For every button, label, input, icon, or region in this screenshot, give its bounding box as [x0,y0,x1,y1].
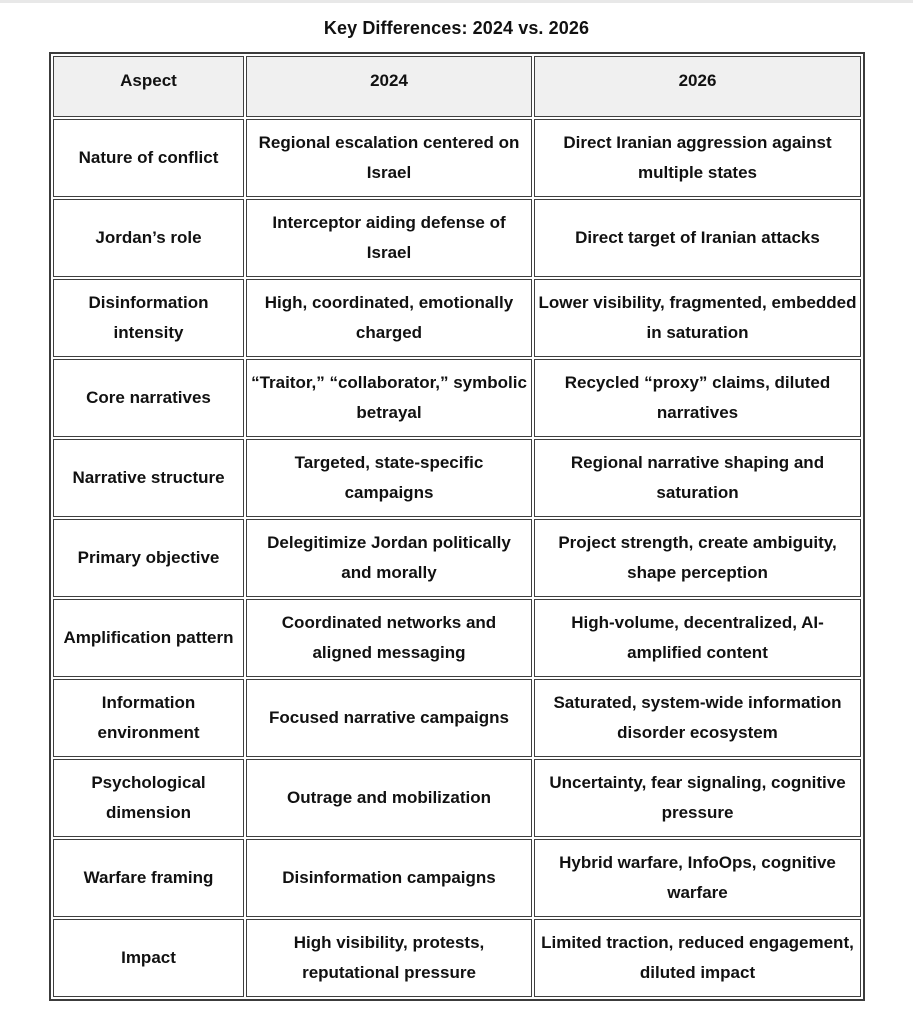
value-2024-cell: Focused narrative campaigns [246,679,532,757]
value-2026-cell: Uncertainty, fear signaling, cognitive pressure [534,759,861,837]
value-2026-cell: Limited traction, reduced engagement, diluted impact [534,919,861,997]
column-header-aspect: Aspect [53,56,244,117]
aspect-cell: Information environment [53,679,244,757]
value-2024-cell: Disinformation campaigns [246,839,532,917]
value-2024-cell: Coordinated networks and aligned messaging [246,599,532,677]
table-row [53,359,861,437]
value-2026-cell: Direct target of Iranian attacks [534,199,861,277]
aspect-cell: Amplification pattern [53,599,244,677]
aspect-cell: Nature of conflict [53,119,244,197]
value-2024-cell: Regional escalation centered on Israel [246,119,532,197]
value-2026-cell: Lower visibility, fragmented, embedded in saturation [534,279,861,357]
value-2024-cell: Outrage and mobilization [246,759,532,837]
top-strip [0,0,913,3]
table-row [53,919,861,997]
aspect-cell: Impact [53,919,244,997]
value-2026-cell: Recycled “proxy” claims, diluted narratives [534,359,861,437]
table-body [53,119,861,997]
value-2026-cell: High-volume, decentralized, AI-amplified content [534,599,861,677]
table-row [53,839,861,917]
aspect-cell: Core narratives [53,359,244,437]
value-2024-cell: High, coordinated, emotionally charged [246,279,532,357]
value-2024-cell: Delegitimize Jordan politically and morally [246,519,532,597]
value-2024-cell: High visibility, protests, reputational pressure [246,919,532,997]
value-2026-cell: Direct Iranian aggression against multiple states [534,119,861,197]
table-row [53,199,861,277]
aspect-cell: Jordan’s role [53,199,244,277]
value-2026-cell: Hybrid warfare, InfoOps, cognitive warfare [534,839,861,917]
header-row [53,56,861,117]
value-2024-cell: Targeted, state-specific campaigns [246,439,532,517]
table-row [53,439,861,517]
aspect-cell: Warfare framing [53,839,244,917]
table-row [53,519,861,597]
table-header [53,56,861,117]
table-row [53,119,861,197]
value-2024-cell: “Traitor,” “collaborator,” symbolic betrayal [246,359,532,437]
column-header-2026: 2026 [534,56,861,117]
value-2026-cell: Saturated, system-wide information disorder ecosystem [534,679,861,757]
value-2026-cell: Regional narrative shaping and saturation [534,439,861,517]
table-row [53,759,861,837]
aspect-cell: Narrative structure [53,439,244,517]
table-row [53,599,861,677]
column-header-2024: 2024 [246,56,532,117]
value-2024-cell: Interceptor aiding defense of Israel [246,199,532,277]
table-row [53,279,861,357]
aspect-cell: Primary objective [53,519,244,597]
aspect-cell: Psychological dimension [53,759,244,837]
key-differences-table [49,52,865,1001]
aspect-cell: Disinformation intensity [53,279,244,357]
table-row [53,679,861,757]
value-2026-cell: Project strength, create ambiguity, shape perception [534,519,861,597]
page-title: Key Differences: 2024 vs. 2026 [323,18,590,38]
